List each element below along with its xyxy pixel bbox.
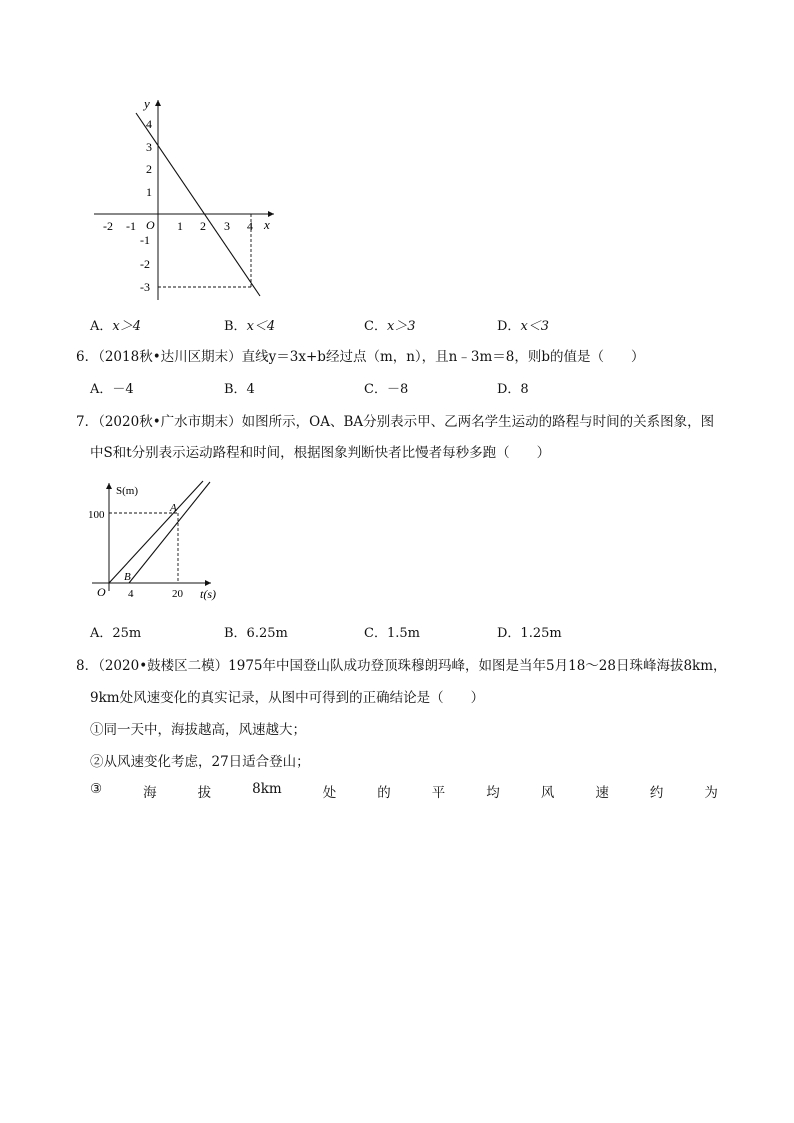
s3-char: 风 (540, 785, 555, 801)
y-axis-label: y (144, 96, 150, 111)
s3-char: 均 (486, 785, 500, 801)
x-tick: 1 (177, 219, 183, 233)
q6-option-c[interactable]: C．－8 (364, 382, 409, 397)
s3-char: 速 (595, 785, 609, 801)
q7-option-b[interactable]: B．6.25m (224, 626, 288, 641)
question-6: 6．（2018秋•达川区期末）直线y＝3x+b经过点（m，n），且n﹣3m＝8，则b的值是（ ） (76, 349, 645, 365)
y-tick: 2 (146, 162, 152, 176)
s3-char: 平 (431, 785, 446, 801)
statement-2: ②从风速变化考虑，27日适合登山； (90, 754, 310, 770)
s3-char: 约 (649, 785, 664, 801)
linear-function-graph (85, 92, 285, 307)
x-tick: -2 (103, 219, 113, 233)
function-line (136, 113, 260, 296)
question-8-line2: 9km处风速变化的真实记录，从图中可得到的正确结论是（ ） (90, 690, 485, 706)
x-axis-label: x (264, 217, 270, 232)
s3-char: 处 (322, 785, 337, 801)
y-tick: 4 (146, 117, 152, 131)
option-d[interactable]: D．x＜3 (497, 319, 550, 334)
y-tick: 1 (146, 185, 152, 199)
origin-label: O (146, 218, 155, 232)
q7-option-a[interactable]: A．25m (90, 626, 142, 641)
q6-option-a[interactable]: A．－4 (90, 382, 134, 397)
line-ba (129, 482, 210, 583)
x-tick: 2 (200, 219, 206, 233)
t-axis-label: t(s) (200, 587, 216, 601)
option-c[interactable]: C．x＞3 (364, 319, 416, 334)
s-axis-label: S(m) (116, 485, 138, 497)
x-tick: -1 (126, 219, 136, 233)
distance-time-graph (85, 478, 235, 603)
s3-char: 海 (143, 785, 157, 801)
q6-option-b[interactable]: B．4 (224, 382, 255, 397)
x-tick: 4 (247, 219, 253, 233)
q7-option-d[interactable]: D．1.25m (497, 626, 562, 641)
option-a[interactable]: A．x＞4 (90, 319, 141, 334)
s3-char: ③ (90, 781, 103, 797)
statement-3 (90, 781, 718, 801)
y-tick: 3 (146, 140, 152, 154)
question-7-line2: 中S和t分别表示运动路程和时间，根据图象判断快者比慢者每秒多跑（ ） (90, 445, 551, 461)
s3-char: 为 (704, 785, 718, 801)
q6-option-d[interactable]: D．8 (497, 382, 529, 397)
x-tick-20: 20 (172, 588, 183, 600)
origin-label: O (97, 585, 106, 599)
s3-char: 8km (252, 781, 282, 797)
y-tick: -2 (140, 257, 150, 271)
y-tick: -1 (140, 233, 150, 247)
s3-char: 拔 (197, 785, 212, 801)
question-7-line1: 7．（2020秋•广水市期末）如图所示，OA、BA分别表示甲、乙两名学生运动的路程与时间的关系图象，图 (76, 414, 715, 430)
y-tick: -3 (140, 280, 150, 294)
x-tick: 3 (224, 219, 230, 233)
point-b-label: B (124, 571, 131, 583)
x-tick-4: 4 (128, 588, 134, 600)
option-b[interactable]: B．x＜4 (224, 319, 276, 334)
question-8-line1: 8．（2020•鼓楼区二模）1975年中国登山队成功登顶珠穆朗玛峰，如图是当年5月18～28日珠峰海拔8km， (76, 658, 727, 674)
s3-char: 的 (377, 785, 391, 801)
y-tick-100: 100 (88, 509, 105, 521)
statement-1: ①同一天中，海拔越高，风速越大； (90, 722, 306, 738)
q7-option-c[interactable]: C．1.5m (364, 626, 420, 641)
point-a-label: A (170, 502, 177, 514)
